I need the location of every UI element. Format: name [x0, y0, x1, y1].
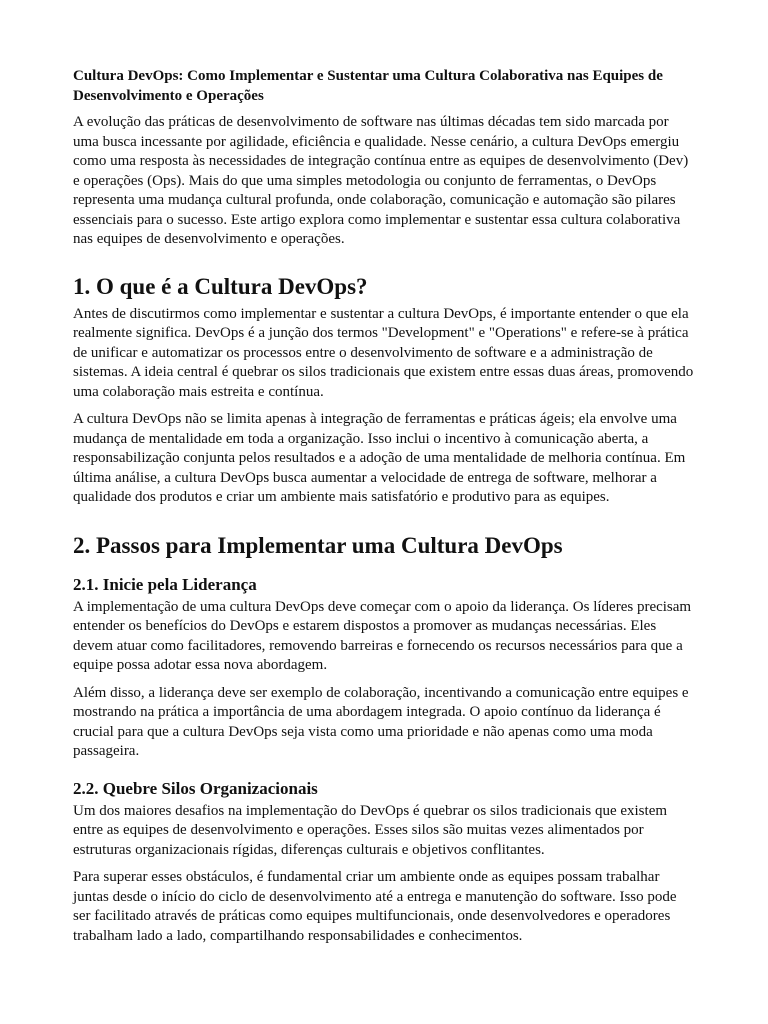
section-2-heading: 2. Passos para Implementar uma Cultura DevOps: [73, 532, 563, 558]
section-1-heading: 1. O que é a Cultura DevOps?: [73, 273, 368, 299]
subsection-2-2-paragraph-1: Um dos maiores desafios na implementação do DevOps é quebrar os silos tradicionais que existem entre as equipes de desenvolvimento e operações. Esses silos são muitas vezes alimentados por estruturas organizacionais rígidas, diferenças culturais e objetivos conflitantes.: [73, 802, 668, 858]
intro-paragraph: A evolução das práticas de desenvolvimento de software nas últimas décadas tem sido marcada por uma busca incessante por agilidade, eficiência e qualidade. Nesse cenário, a cultura DevOps emergiu como uma resposta às necessidades de integração contínua entre as equipes de desenvolvimento (Dev) e operações (Ops). Mais do que uma simples metodologia ou conjunto de ferramentas, o DevOps representa uma mudança cultural profunda, onde colaboração, comunicação e automação são pilares essenciais para o sucesso. Este artigo explora como implementar e sustentar essa cultura colaborativa nas equipes de desenvolvimento e operações.: [73, 114, 689, 247]
subsection-2-2-heading: 2.2. Quebre Silos Organizacionais: [73, 778, 318, 798]
document-title: Cultura DevOps: Como Implementar e Sustentar uma Cultura Colaborativa nas Equipes de Desenvolvimento e Operações: [73, 68, 663, 104]
document-page: [73, 66, 697, 954]
subsection-2-2-paragraph-2: Para superar esses obstáculos, é fundamental criar um ambiente onde as equipes possam trabalhar juntas desde o início do ciclo de desenvolvimento até a entrega e manutenção do software. Isso pode ser facilitado através de práticas como equipes multifuncionais, onde desenvolvedores e operadores trabalham lado a lado, compartilhando responsabilidades e conhecimentos.: [73, 869, 677, 944]
subsection-2-1-heading: 2.1. Inicie pela Liderança: [73, 574, 257, 594]
section-1-paragraph-1: Antes de discutirmos como implementar e sustentar a cultura DevOps, é importante entender o que ela realmente significa. DevOps é a junção dos termos "Development" e "Operations" e refere-se à prática de unificar e automatizar os processos entre o desenvolvimento de software e a administração de sistemas. A ideia central é quebrar os silos tradicionais que existem entre essas duas áreas, promovendo uma colaboração mais estreita e contínua.: [73, 305, 694, 400]
subsection-2-1-paragraph-1: A implementação de uma cultura DevOps deve começar com o apoio da liderança. Os líderes precisam entender os benefícios do DevOps e estarem dispostos a promover as mudanças necessárias. Eles devem atuar como facilitadores, removendo barreiras e fornecendo os recursos necessários para que a equipe possa adotar essa nova abordagem.: [73, 598, 692, 673]
subsection-2-1-paragraph-2: Além disso, a liderança deve ser exemplo de colaboração, incentivando a comunicação entre equipes e mostrando na prática a importância de uma abordagem integrada. O apoio contínuo da liderança é crucial para que a cultura DevOps seja vista como uma prioridade e não apenas como uma moda passageira.: [73, 684, 689, 759]
section-1-paragraph-2: A cultura DevOps não se limita apenas à integração de ferramentas e práticas ágeis; ela envolve uma mudança de mentalidade em toda a organização. Isso inclui o incentivo à comunicação aberta, a responsabilização conjunta pelos resultados e a adoção de uma mentalidade de melhoria contínua. Em última análise, a cultura DevOps busca aumentar a velocidade de entrega de software, melhorar a qualidade dos produtos e criar um ambiente mais satisfatório e produtivo para as equipes.: [73, 411, 686, 505]
